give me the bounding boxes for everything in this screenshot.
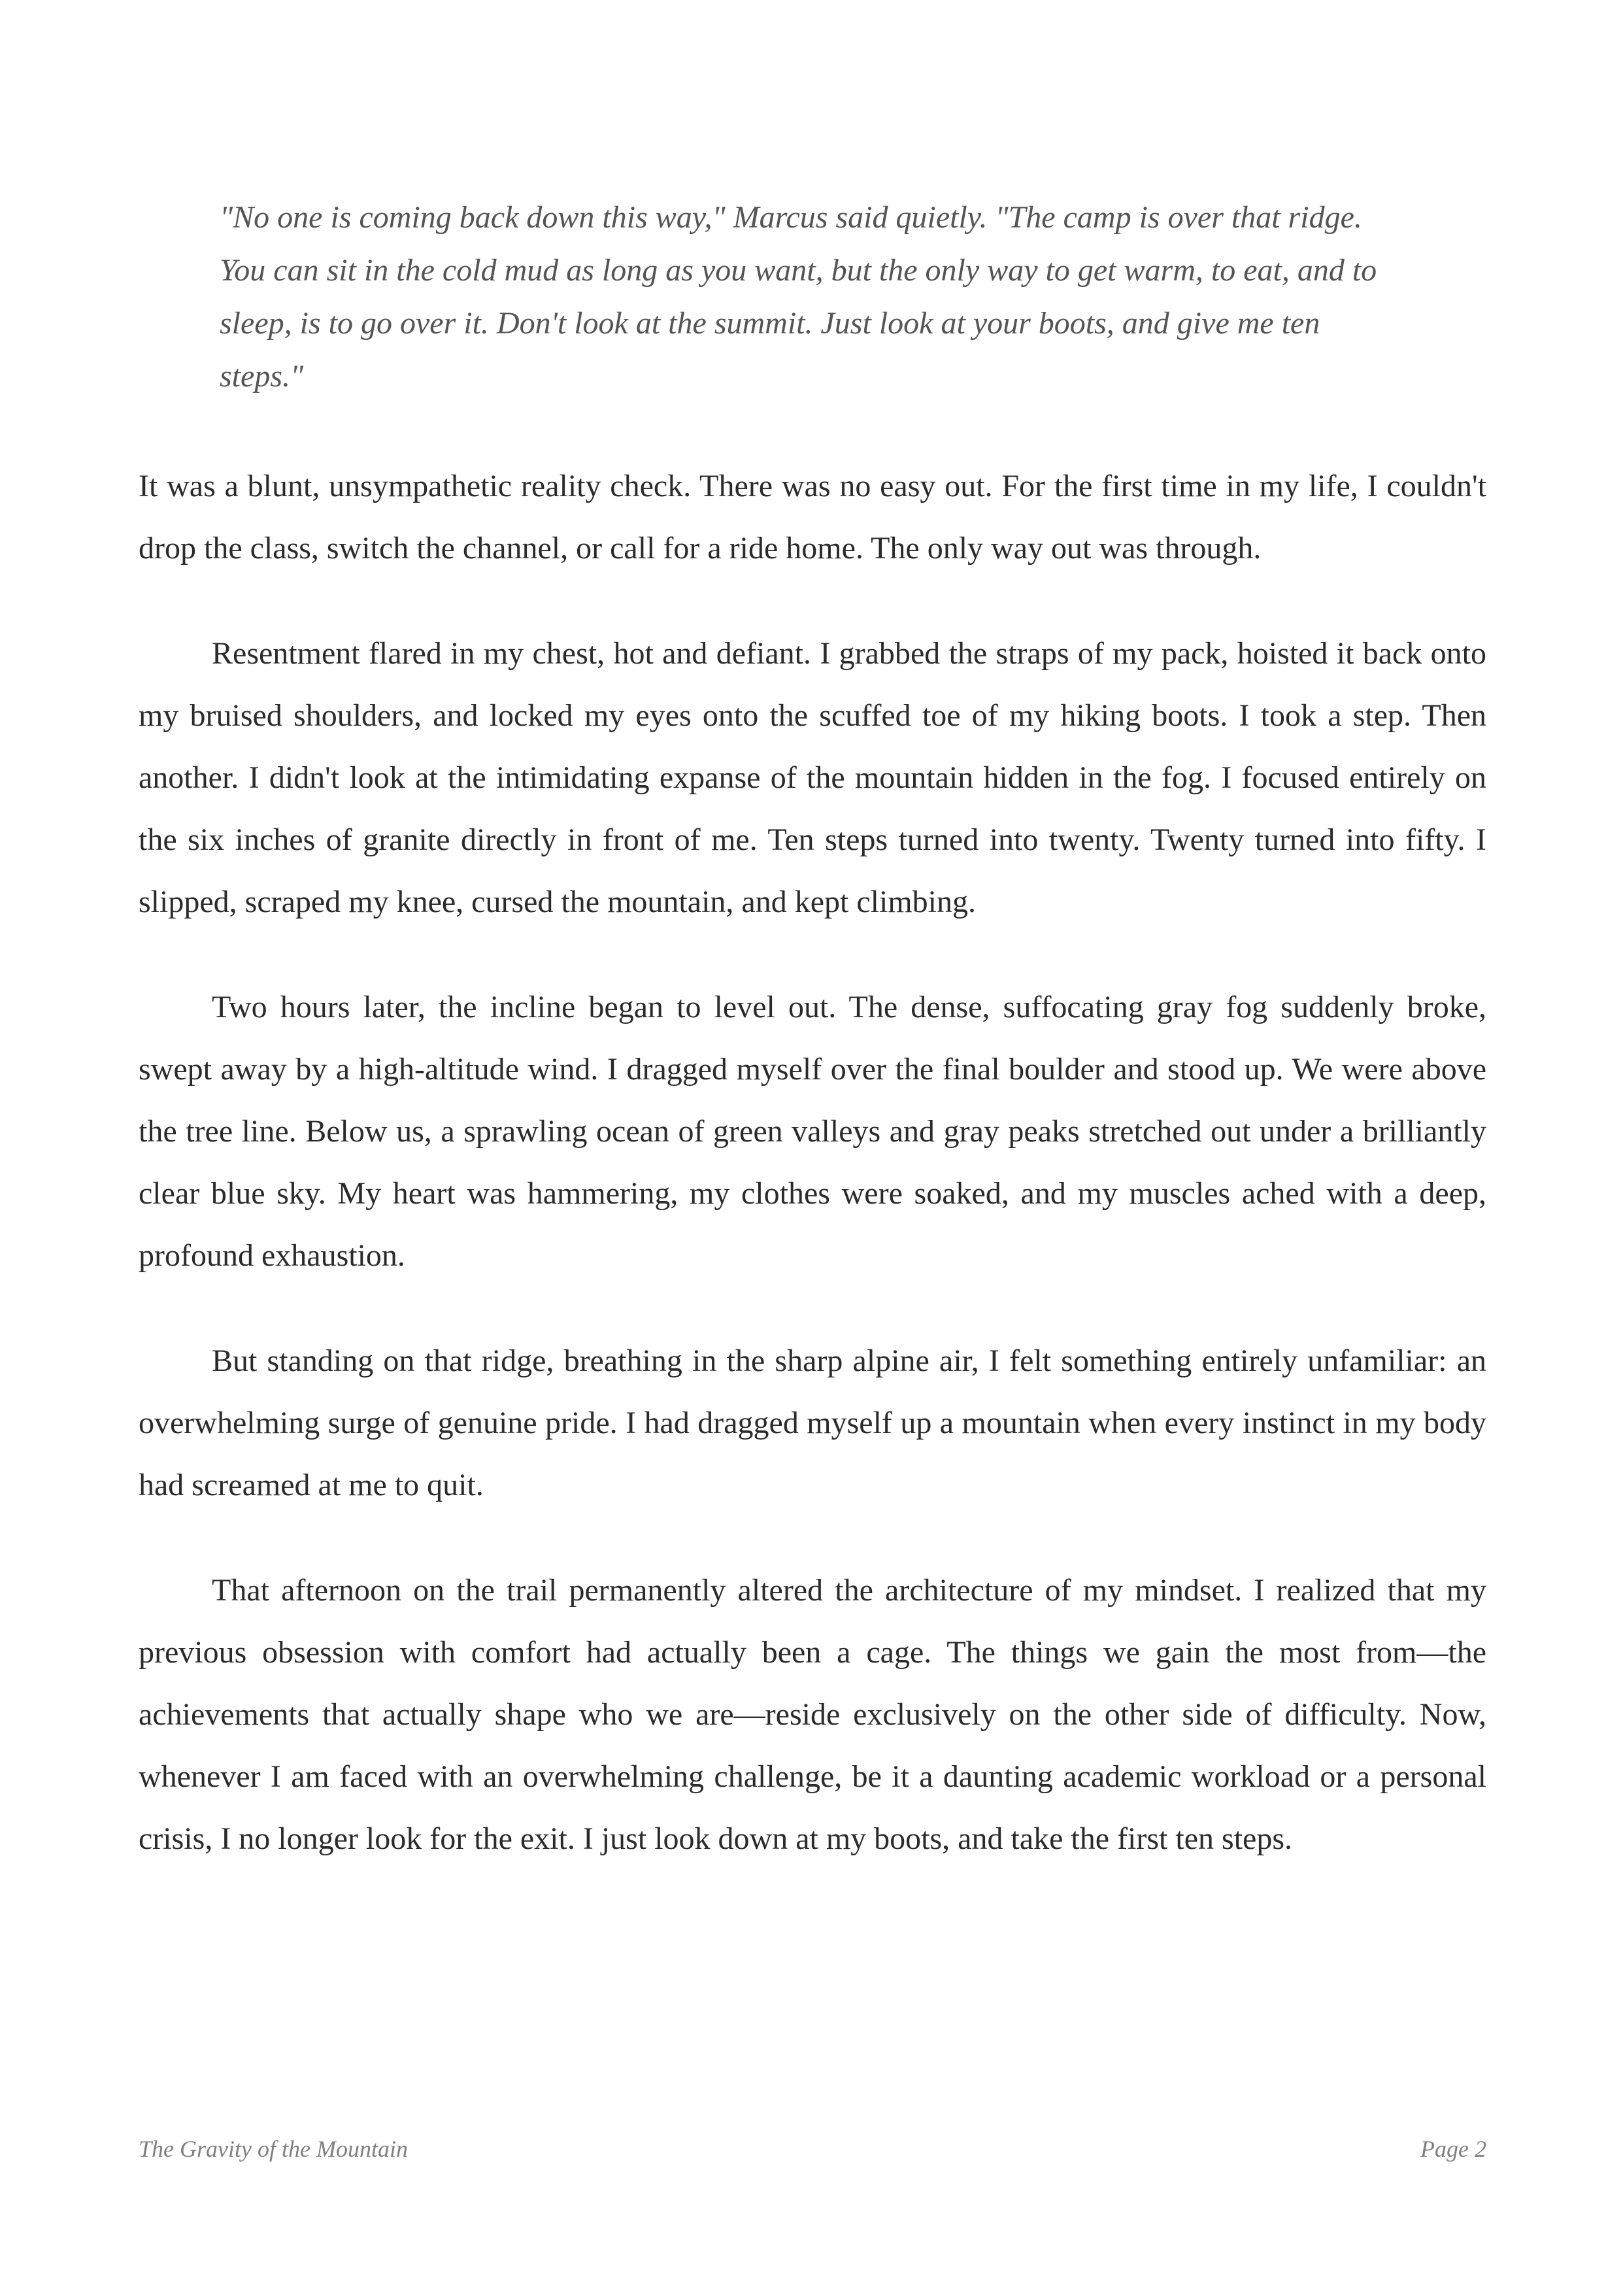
body-text (139, 455, 1486, 1913)
paragraph-mindset: That afternoon on the trail permanently altered the architecture of my mindset. I realized that my previous obsession with comfort had actually been a cage. The things we gain the most from—the achievements that actually shape who we are—reside exclusively on the other side of difficulty. Now, whenever I am faced with an overwhelming challenge, be it a daunting academic workload or a personal crisis, I no longer look for the exit. I just look down at my boots, and take the first ten steps. (139, 1573, 1486, 1856)
paragraph-resentment: Resentment flared in my chest, hot and defiant. I grabbed the straps of my pack, hoisted it back onto my bruised shoulders, and locked my eyes onto the scuffed toe of my hiking boots. I took a step. Then another. I didn't look at the intimidating expanse of the mountain hidden in the fog. I focused entirely on the six inches of granite directly in front of me. Ten steps turned into twenty. Twenty turned into fifty. I slipped, scraped my knee, cursed the mountain, and kept climbing. (139, 636, 1486, 919)
paragraph-ridge-pride: But standing on that ridge, breathing in the sharp alpine air, I felt something entirely unfamiliar: an overwhelming surge of genuine pride. I had dragged myself up a mountain when every instinct in my body had screamed at me to quit. (139, 1343, 1486, 1502)
paragraph-reality-check: It was a blunt, unsympathetic reality check. There was no easy out. For the first time in my life, I couldn't drop the class, switch the channel, or call for a ride home. The only way out was through. (139, 469, 1486, 566)
page-footer (139, 2135, 1486, 2168)
footer-document-title: The Gravity of the Mountain (139, 2136, 408, 2162)
dialogue-quote: "No one is coming back down this way," Marcus said quietly. "The camp is over that ridge. You can sit in the cold mud as long as you want, but the only way to get warm, to eat, and to sleep, is to go over it. Don't look at the summit. Just look at your boots, and give me ten steps." (220, 200, 1377, 394)
footer-page-number: Page 2 (1420, 2136, 1486, 2162)
paragraph-two-hours-later: Two hours later, the incline began to level out. The dense, suffocating gray fog suddenly broke, swept away by a high-altitude wind. I dragged myself over the final boulder and stood up. We were above the tree line. Below us, a sprawling ocean of green valleys and gray peaks stretched out under a brilliantly clear blue sky. My heart was hammering, my clothes were soaked, and my muscles ached with a deep, profound exhaustion. (139, 990, 1486, 1273)
